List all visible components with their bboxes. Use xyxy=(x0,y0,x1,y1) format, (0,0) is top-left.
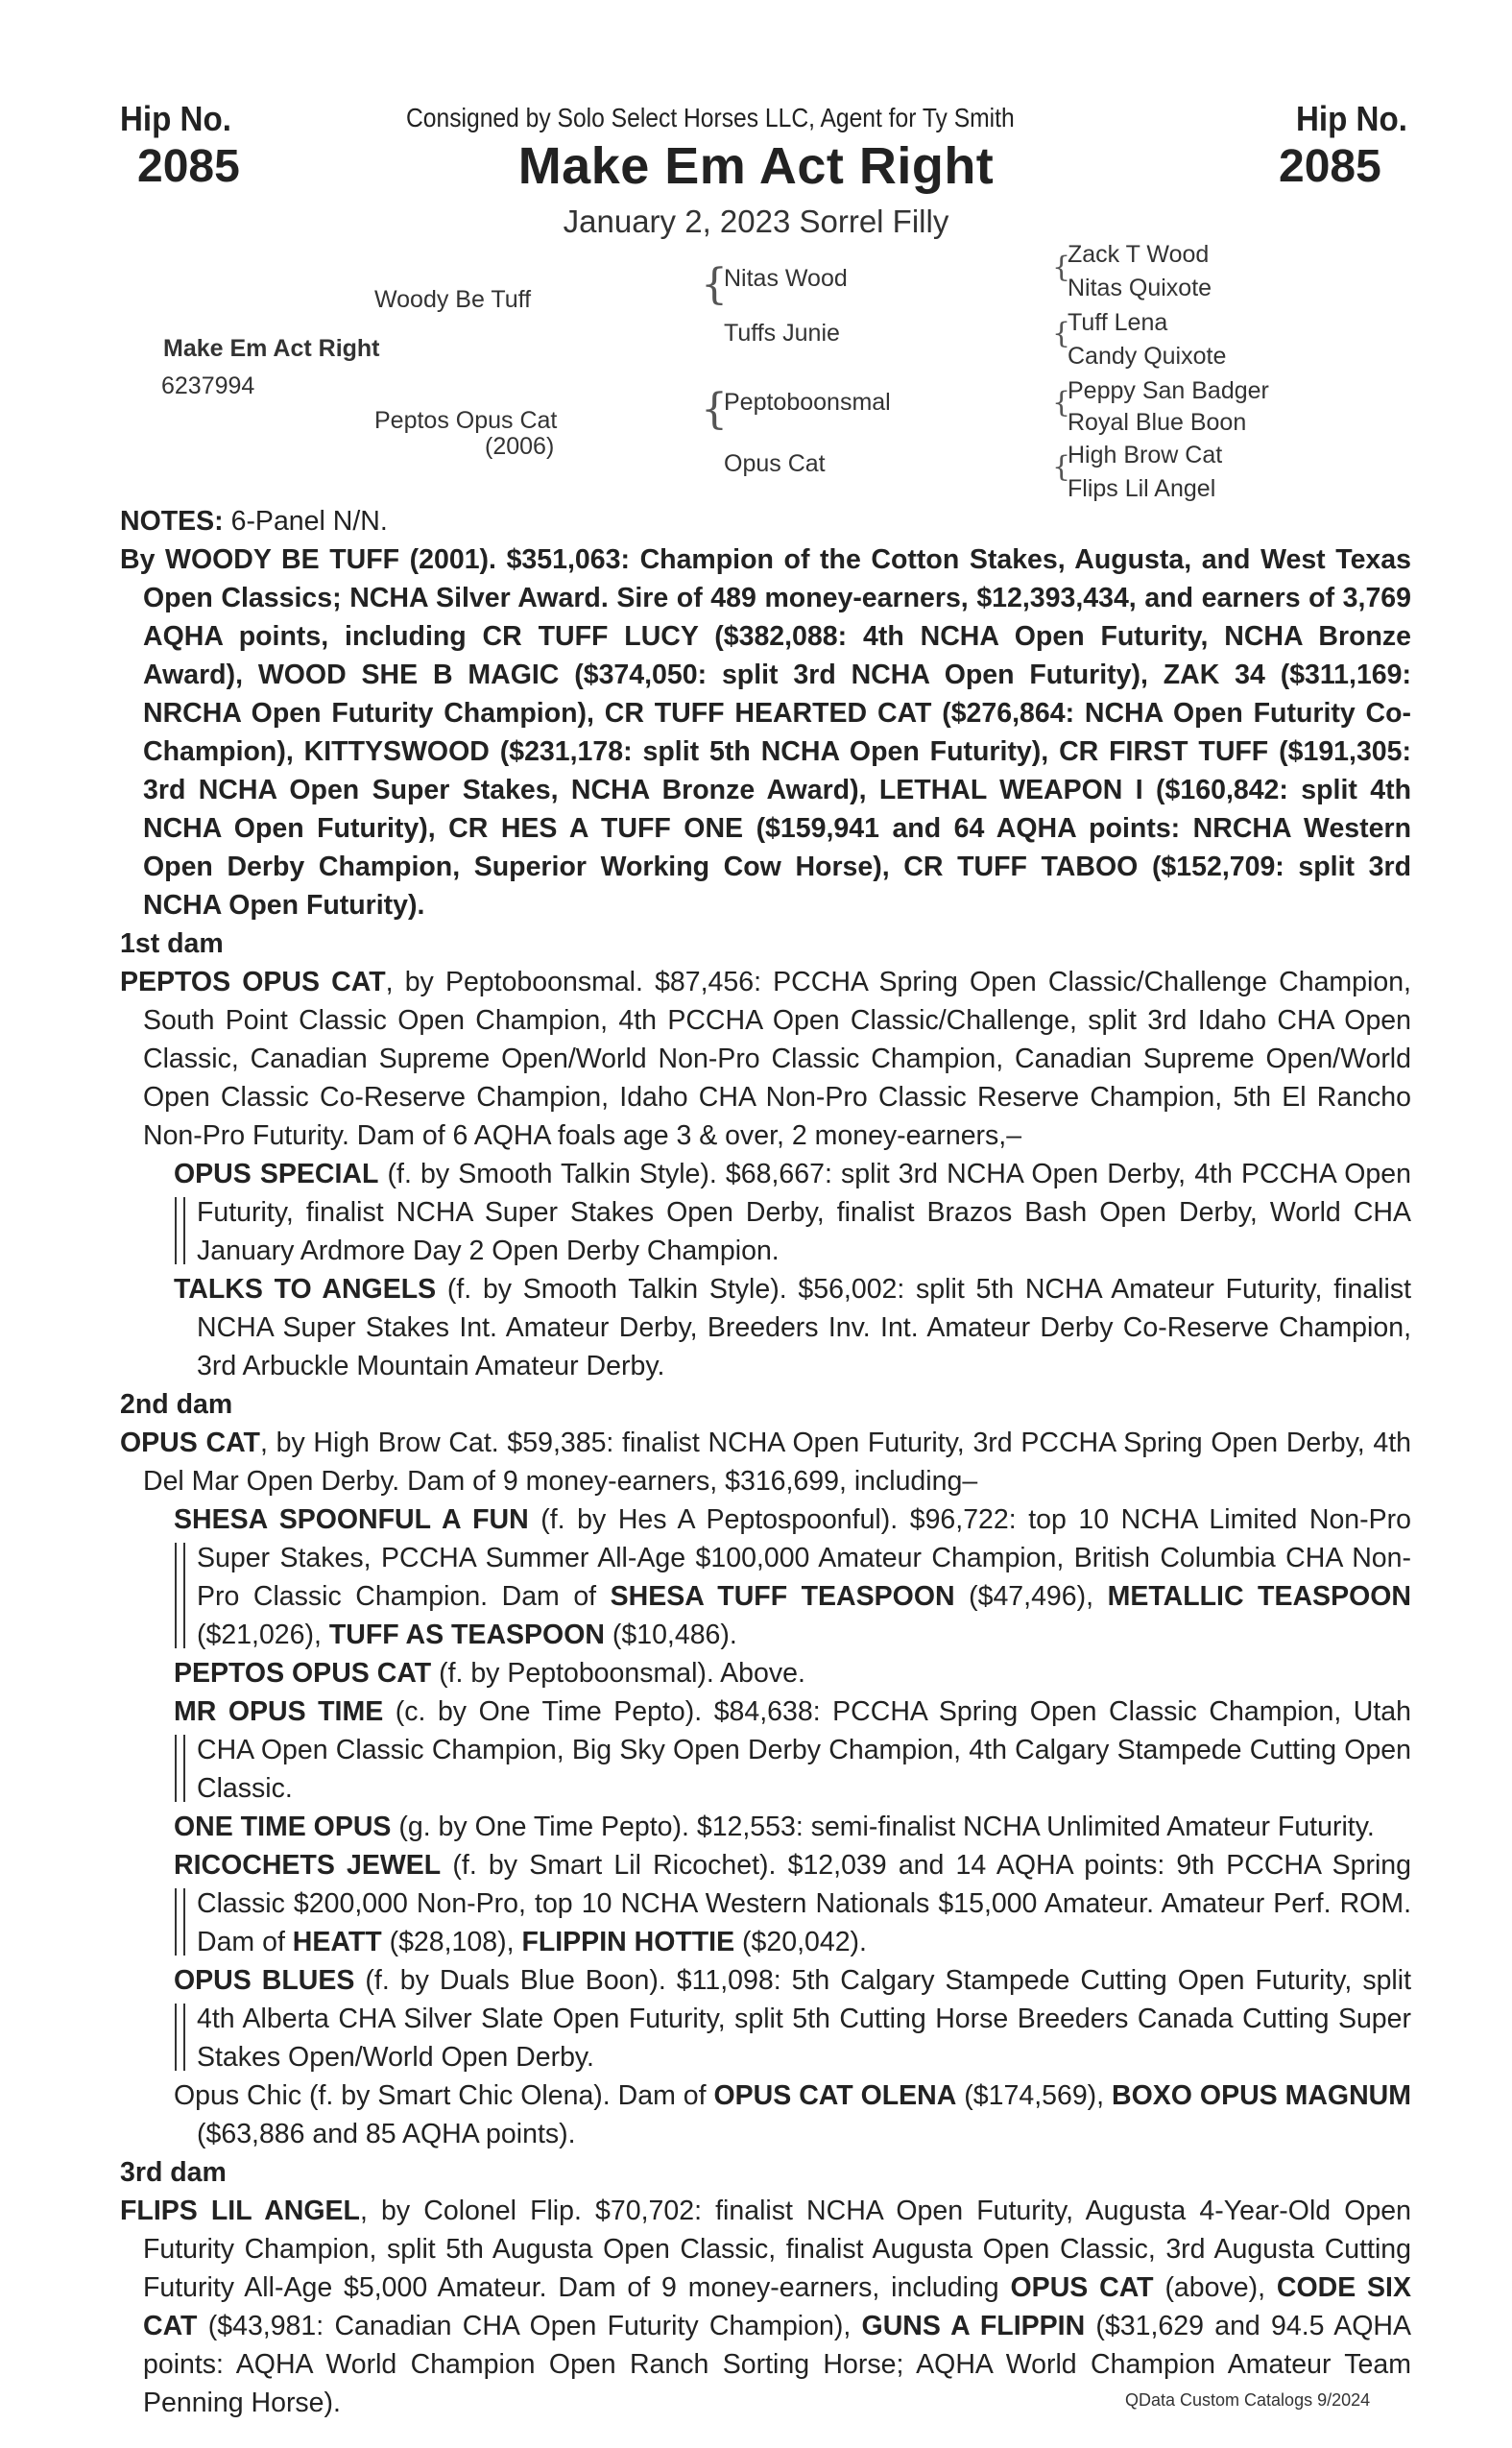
footer-credit: QData Custom Catalogs 9/2024 xyxy=(1125,2390,1371,2410)
pedigree-brace-g1: { xyxy=(1052,251,1071,284)
pedigree-dam: Peptos Opus Cat xyxy=(374,407,558,434)
foaling-date-subtitle: January 2, 2023 Sorrel Filly xyxy=(563,204,949,239)
produce-text: ($21,026), xyxy=(197,1620,329,1650)
sire-paragraph: By WOODY BE TUFF (2001). $351,063: Champion of the Cotton Stakes, Augusta, and West Texas Open Classics; NCHA Silver Award. Sire of 489 money-earners, $12,393,434, and earners of 3,769 AQHA points, including CR TUFF LUCY ($382,088: 4th NCHA Open Futurity, NCHA Bronze Award), WOOD SHE B MAGIC ($374,050: split 3rd NCHA Open Futurity), ZAK 34 ($311,169: NRCHA Open Futurity Champion), CR TUFF HEARTED CAT ($276,864: NCHA Open Futurity Co-Champion), KITTYSWOOD ($231,178: split 5th NCHA Open Futurity), CR FIRST TUFF ($191,305: 3rd NCHA Open Super Stakes, NCHA Bronze Award), LETHAL WEAPON I ($160,842: split 4th NCHA Open Futurity), CR HES A TUFF ONE ($159,941 and 64 AQHA points: NRCHA Western Open Derby Champion, Superior Working Cow Horse), CR TUFF TABOO ($152,709: split 3rd NCHA Open Futurity). xyxy=(120,544,1411,921)
first-dam-foal xyxy=(120,1155,1411,1270)
first-dam-foal xyxy=(120,1270,1411,1385)
pedigree-g4: Candy Quixote xyxy=(1068,343,1227,370)
produce-text: ($28,108), xyxy=(381,1927,522,1957)
produce-name: CODE SIX CAT xyxy=(143,2272,1411,2341)
hip-number-left: 2085 xyxy=(137,141,240,192)
notes-line xyxy=(120,502,1411,540)
hip-number-right: 2085 xyxy=(1279,141,1381,192)
produce-name: SHESA TUFF TEASPOON xyxy=(610,1581,955,1612)
pedigree-g6: Royal Blue Boon xyxy=(1068,409,1247,436)
pedigree-sire-sire: Nitas Wood xyxy=(724,265,848,292)
produce-text: ($10,486). xyxy=(604,1620,737,1650)
first-dam-heading: 1st dam xyxy=(120,928,224,959)
pedigree-reg-number: 6237994 xyxy=(161,372,255,399)
second-dam-heading: 2nd dam xyxy=(120,1389,233,1420)
horse-name-title: Make Em Act Right xyxy=(517,137,995,195)
third-dam-text: , by Colonel Flip. $70,702: finalist NCHA Open Futurity, Augusta 4-Year-Old Open Futurity Champion, split 5th Augusta Open Classic, finalist Augusta Open Classic, 3rd Augusta Cutting Futurity All-Age $5,000 Amateur. Dam of 9 money-earners, including xyxy=(143,2196,1411,2303)
pedigree-dam-sire: Peptoboonsmal xyxy=(724,389,891,416)
pedigree-g8: Flips Lil Angel xyxy=(1068,475,1216,502)
second-dam-text: , by High Brow Cat. $59,385: finalist NCHA Open Futurity, 3rd PCCHA Spring Open Derby, 4th Del Mar Open Derby. Dam of 9 money-earners, $316,699, including– xyxy=(143,1428,1411,1497)
foal-name: ONE TIME OPUS xyxy=(174,1812,392,1842)
foal-name: OPUS BLUES xyxy=(174,1965,355,1996)
hip-label-left: Hip No. xyxy=(120,99,231,138)
foal-text: (f. by Smart Lil Ricochet). $12,039 and 14 AQHA points: 9th PCCHA Spring Classic $200,000 Non-Pro, top 10 NCHA Western Nationals $15,000 Amateur. Amateur Perf. ROM. Dam of xyxy=(197,1850,1411,1957)
first-dam-paragraph xyxy=(120,963,1411,1155)
third-dam-name: FLIPS LIL ANGEL xyxy=(120,2196,360,2226)
produce-name: BOXO OPUS MAGNUM xyxy=(1112,2080,1412,2111)
pedigree-sire-dam: Tuffs Junie xyxy=(724,320,840,347)
foal-name: TALKS TO ANGELS xyxy=(174,1274,437,1305)
produce-text: ($31,629 and 94.5 AQHA points: AQHA World Champion Open Ranch Sorting Horse; AQHA World Champion Amateur Team Penning Horse). xyxy=(143,2311,1411,2418)
produce-text: ($63,886 and 85 AQHA points). xyxy=(197,2119,576,2149)
notes-text: 6-Panel N/N. xyxy=(223,506,388,537)
produce-name: METALLIC TEASPOON xyxy=(1107,1581,1411,1612)
foal-text: (g. by One Time Pepto). $12,553: semi-finalist NCHA Unlimited Amateur Futurity. xyxy=(391,1812,1375,1842)
produce-text: ($43,981: Canadian CHA Open Futurity Champion), xyxy=(197,2311,862,2341)
produce-text: ($47,496), xyxy=(954,1581,1108,1612)
third-dam-heading: 3rd dam xyxy=(120,2157,227,2188)
produce-name: GUNS A FLIPPIN xyxy=(861,2311,1086,2341)
foal-name: Opus Chic xyxy=(174,2080,302,2111)
produce-name: TUFF AS TEASPOON xyxy=(328,1620,605,1650)
pedigree-g5: Peppy San Badger xyxy=(1068,377,1269,404)
second-dam-foal xyxy=(120,1692,1411,1808)
foal-name: RICOCHETS JEWEL xyxy=(174,1850,442,1881)
pedigree-g3: Tuff Lena xyxy=(1068,309,1168,336)
pedigree-dam-dam: Opus Cat xyxy=(724,450,826,477)
second-dam-paragraph xyxy=(120,1424,1411,1500)
pedigree-g7: High Brow Cat xyxy=(1068,442,1223,468)
produce-name: FLIPPIN HOTTIE xyxy=(521,1927,735,1957)
foal-text: (f. by Hes A Peptospoonful). $96,722: top 10 NCHA Limited Non-Pro Super Stakes, PCCHA Summer All-Age $100,000 Amateur Champion, British Columbia CHA Non-Pro Classic Champion. Dam of xyxy=(197,1504,1411,1612)
produce-name: HEATT xyxy=(292,1927,382,1957)
foal-text: (c. by One Time Pepto). $84,638: PCCHA Spring Open Classic Champion, Utah CHA Open Classic Champion, Big Sky Open Derby Champion, 4th Calgary Stampede Cutting Open Classic. xyxy=(197,1696,1411,1804)
second-dam-foal xyxy=(120,1500,1411,1654)
pedigree-sire: Woody Be Tuff xyxy=(374,286,532,313)
second-dam-foal xyxy=(120,1808,1411,1846)
foal-text: (f. by Smart Chic Olena). Dam of xyxy=(301,2080,714,2111)
foal-text: (f. by Smooth Talkin Style). $56,002: split 5th NCHA Amateur Futurity, finalist NCHA Super Stakes Int. Amateur Derby, Breeders Inv. Int. Amateur Derby Co-Reserve Champion, 3rd Arbuckle Mountain Amateur Derby. xyxy=(197,1274,1411,1381)
catalog-body xyxy=(120,502,1411,2422)
hip-label-right: Hip No. xyxy=(1296,99,1407,138)
foal-text: (f. by Duals Blue Boon). $11,098: 5th Calgary Stampede Cutting Open Futurity, split 4th Alberta CHA Silver Slate Open Futurity, split 5th Cutting Horse Breeders Canada Cutting Super Stakes Open/World Open Derby. xyxy=(197,1965,1411,2073)
produce-text: (above), xyxy=(1153,2272,1277,2303)
second-dam-foal xyxy=(120,1961,1411,2076)
consignor-line: Consigned by Solo Select Horses LLC, Agent for Ty Smith xyxy=(406,103,1015,132)
pedigree-brace-g2: { xyxy=(1052,317,1071,350)
foal-name: SHESA SPOONFUL A FUN xyxy=(174,1504,529,1535)
second-dam-foal xyxy=(120,1654,1411,1692)
foal-text: (f. by Smooth Talkin Style). $68,667: split 3rd NCHA Open Derby, 4th PCCHA Open Futurity, finalist NCHA Super Stakes Open Derby, finalist Brazos Bash Open Derby, World CHA January Ardmore Day 2 Open Derby Champion. xyxy=(197,1159,1411,1266)
second-dam-name: OPUS CAT xyxy=(120,1428,260,1458)
pedigree-dam-year: (2006) xyxy=(485,433,555,460)
produce-text: ($20,042). xyxy=(734,1927,867,1957)
pedigree-g1: Zack T Wood xyxy=(1068,241,1210,268)
pedigree-brace-g3: { xyxy=(1052,386,1071,420)
produce-name: OPUS CAT OLENA xyxy=(713,2080,957,2111)
third-dam-paragraph xyxy=(120,2192,1411,2422)
foal-name: PEPTOS OPUS CAT xyxy=(174,1658,432,1689)
notes-label: NOTES: xyxy=(120,506,224,537)
pedigree-brace-g4: { xyxy=(1052,450,1071,484)
foal-name: OPUS SPECIAL xyxy=(174,1159,379,1189)
second-dam-foal xyxy=(120,2076,1411,2153)
pedigree-g2: Nitas Quixote xyxy=(1068,275,1212,301)
produce-name: OPUS CAT xyxy=(1010,2272,1154,2303)
produce-text: ($174,569), xyxy=(956,2080,1113,2111)
foal-text: (f. by Peptoboonsmal). Above. xyxy=(431,1658,805,1689)
foal-name: MR OPUS TIME xyxy=(174,1696,384,1727)
first-dam-text: , by Peptoboonsmal. $87,456: PCCHA Spring Open Classic/Challenge Champion, South Point Classic Open Champion, 4th PCCHA Open Classic/Challenge, split 3rd Idaho CHA Open Classic, Canadian Supreme Open/World Non-Pro Classic Champion, Canadian Supreme Open/World Open Classic Co-Reserve Champion, Idaho CHA Non-Pro Classic Reserve Champion, 5th El Rancho Non-Pro Futurity. Dam of 6 AQHA foals age 3 & over, 2 money-earners,– xyxy=(143,967,1411,1151)
pedigree-brace-sire: { xyxy=(701,260,728,309)
pedigree-subject: Make Em Act Right xyxy=(163,335,380,362)
second-dam-foal xyxy=(120,1846,1411,1961)
pedigree-brace-dam: { xyxy=(701,385,728,434)
first-dam-name: PEPTOS OPUS CAT xyxy=(120,967,386,997)
